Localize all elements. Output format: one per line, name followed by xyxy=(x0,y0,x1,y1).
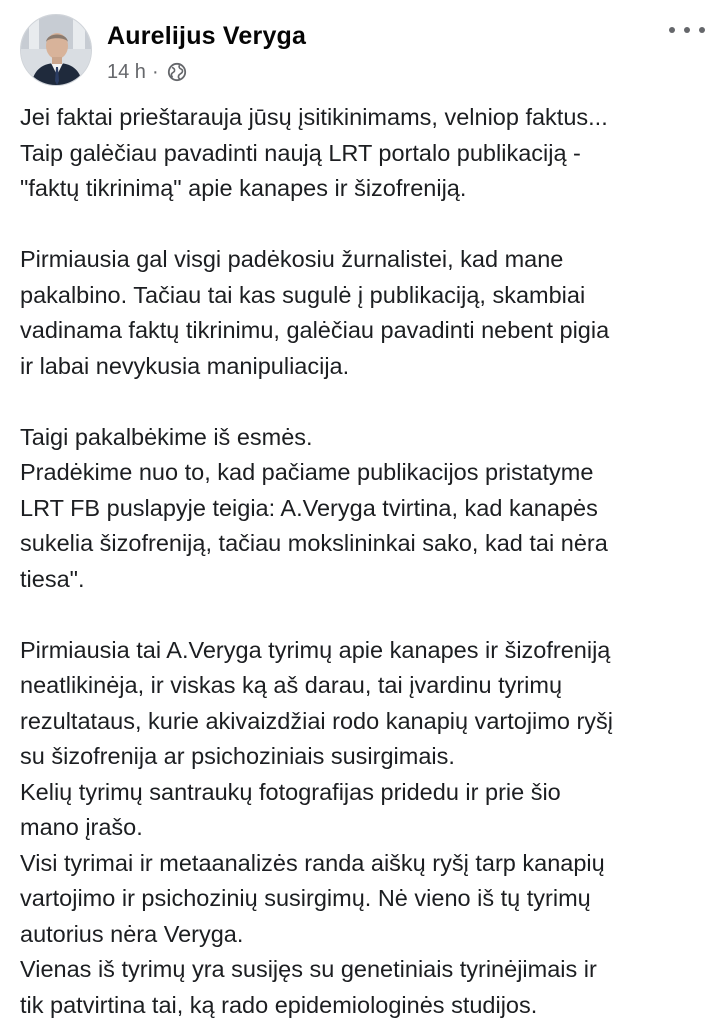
more-horizontal-icon xyxy=(699,27,705,33)
paragraph-1 xyxy=(20,100,710,207)
text-line: Pradėkime nuo to, kad pačiame publikacijos pristatyme xyxy=(20,459,594,485)
paragraph-4 xyxy=(20,633,710,1024)
text-line: Kelių tyrimų santraukų fotografijas pridedu ir prie šio xyxy=(20,778,561,805)
avatar-photo xyxy=(21,15,92,86)
globe-icon[interactable] xyxy=(167,62,187,82)
text-line: pakalbino. Tačiau tai kas sugulė į publikaciją, skambiai xyxy=(20,281,586,308)
text-line: Taigi pakalbėkime iš esmės. xyxy=(20,423,313,450)
text-line: Visi tyrimai ir metaanalizės randa aiškų ryšį tarp kanapių xyxy=(20,849,605,876)
post-meta xyxy=(107,58,187,86)
avatar[interactable] xyxy=(20,14,92,86)
more-horizontal-icon xyxy=(669,27,675,33)
text-line: "faktų tikrinimą" apie kanapes ir šizofreniją. xyxy=(20,175,467,201)
meta-separator: · xyxy=(151,60,159,83)
text-line: rezultataus, kurie akivaizdžiai rodo kanapių vartojimo ryšį xyxy=(20,707,613,734)
text-line: sukelia šizofreniją, tačiau mokslininkai sako, kad tai nėra xyxy=(20,530,608,556)
text-line: mano įrašo. xyxy=(20,814,143,840)
post-header xyxy=(20,14,705,86)
post-time[interactable]: 14 h xyxy=(107,60,146,83)
text-line: Vienas iš tyrimų yra susijęs su genetiniais tyrinėjimais ir xyxy=(20,956,597,982)
more-horizontal-icon xyxy=(684,27,690,33)
text-line: ir labai nevykusia manipuliacija. xyxy=(20,352,350,379)
paragraph-3 xyxy=(20,420,710,598)
text-line: vadinama faktų tikrinimu, galėčiau pavadinti nebent pigia xyxy=(20,317,610,343)
text-line: autorius nėra Veryga. xyxy=(20,920,244,947)
more-options-button[interactable] xyxy=(669,20,705,40)
text-line: neatlikinėja, ir viskas ką aš darau, tai įvardinu tyrimų xyxy=(20,672,563,698)
text-line: su šizofrenija ar psichoziniais susirgimais. xyxy=(20,743,455,769)
paragraph-2 xyxy=(20,242,710,384)
text-line: tiesa". xyxy=(20,565,85,592)
text-line: Jei faktai prieštarauja jūsų įsitikinimams, velniop faktus... xyxy=(20,104,608,130)
text-line: Pirmiausia gal visgi padėkosiu žurnalistei, kad mane xyxy=(20,246,564,272)
text-line: LRT FB puslapyje teigia: A.Veryga tvirtina, kad kanapės xyxy=(20,494,598,521)
text-line: Taip galėčiau pavadinti naują LRT portalo publikaciją - xyxy=(20,139,581,166)
text-line: vartojimo ir psichozinių susirgimų. Nė vieno iš tų tyrimų xyxy=(20,885,591,911)
post-text xyxy=(20,100,710,1023)
text-line: tik patvirtina tai, ką rado epidemiologinės studijos. xyxy=(20,991,538,1018)
text-line: Pirmiausia tai A.Veryga tyrimų apie kanapes ir šizofreniją xyxy=(20,636,611,663)
author-name[interactable]: Aurelijus Veryga xyxy=(107,22,307,50)
